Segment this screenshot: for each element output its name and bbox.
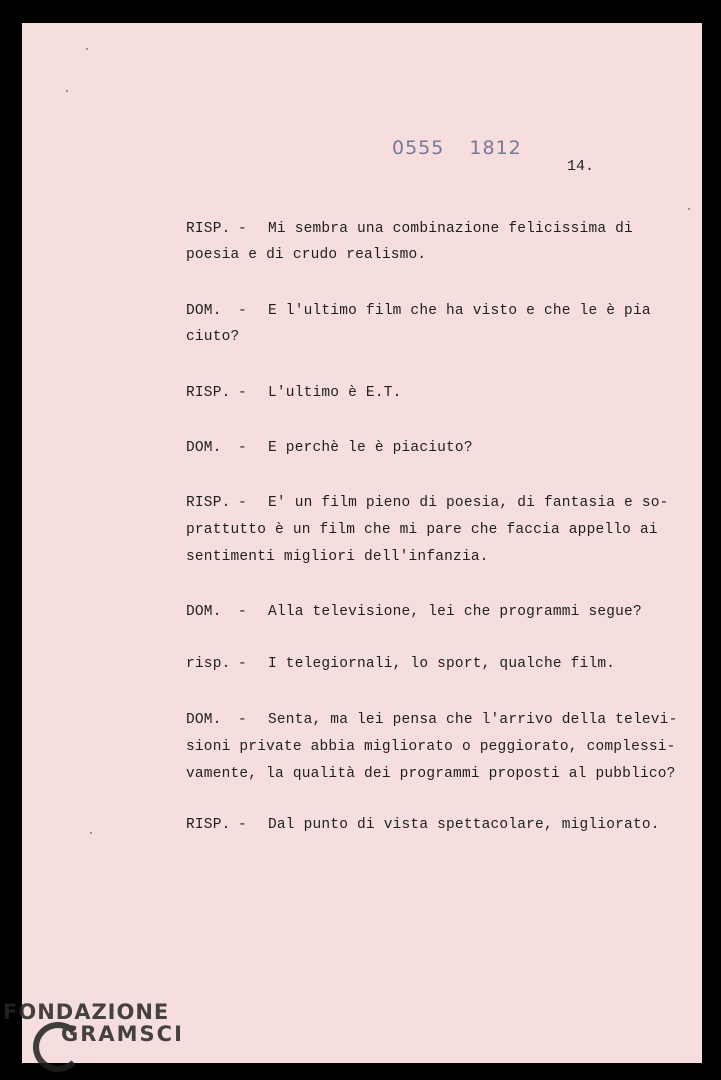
document-page (22, 23, 702, 1063)
transcript-line (186, 817, 660, 833)
speaker-label: RISP. (186, 817, 231, 833)
dash: - (238, 656, 247, 672)
line-text: Senta, ma lei pensa che l'arrivo della televi- (268, 712, 678, 728)
transcript-line: poesia e di crudo realismo. (186, 247, 427, 263)
dash: - (238, 385, 247, 401)
page-number: 14. (567, 158, 595, 175)
line-text: E' un film pieno di poesia, di fantasia e so- (268, 495, 669, 511)
transcript-line: sentimenti migliori dell'infanzia. (186, 549, 489, 565)
transcript-line (186, 495, 669, 511)
paper-speck (86, 48, 88, 50)
paper-speck (688, 208, 690, 210)
transcript-line (186, 604, 642, 620)
archive-stamp (392, 137, 522, 159)
transcript-line: vamente, la qualità dei programmi proposti al pubblico? (186, 766, 676, 782)
speaker-label: risp. (186, 656, 231, 672)
paper-speck (66, 90, 68, 92)
watermark-logo (3, 1000, 184, 1046)
line-text: L'ultimo è E.T. (268, 385, 402, 401)
dash: - (238, 440, 247, 456)
line-text: I telegiornali, lo sport, qualche film. (268, 656, 616, 672)
transcript-line (186, 303, 651, 319)
speaker-label: RISP. (186, 495, 231, 511)
transcript-line: sioni private abbia migliorato o peggiorato, complessi- (186, 739, 676, 755)
dash: - (238, 495, 247, 511)
transcript-line: ciuto? (186, 329, 240, 345)
transcript-line (186, 440, 473, 456)
dash: - (238, 221, 247, 237)
speaker-label: DOM. (186, 604, 222, 620)
speaker-label: RISP. (186, 221, 231, 237)
line-text: Dal punto di vista spettacolare, migliorato. (268, 817, 660, 833)
line-text: E l'ultimo film che ha visto e che le è pia (268, 303, 651, 319)
watermark-line-2: GRAMSCI (61, 1022, 184, 1046)
transcript-line: prattutto è un film che mi pare che faccia appello ai (186, 522, 658, 538)
dash: - (238, 604, 247, 620)
dash: - (238, 303, 247, 319)
line-text: Alla televisione, lei che programmi segue? (268, 604, 642, 620)
line-text: Mi sembra una combinazione felicissima di (268, 221, 633, 237)
stamp-number-2: 1812 (469, 137, 522, 159)
transcript-line (186, 712, 677, 728)
watermark-line-1: FONDAZIONE (3, 1000, 170, 1024)
speaker-label: DOM. (186, 303, 222, 319)
speaker-label: RISP. (186, 385, 231, 401)
dash: - (238, 712, 247, 728)
speaker-label: DOM. (186, 440, 222, 456)
stamp-number-1: 0555 (392, 137, 445, 159)
speaker-label: DOM. (186, 712, 222, 728)
transcript-line (186, 221, 633, 237)
line-text: E perchè le è piaciuto? (268, 440, 473, 456)
transcript-line (186, 385, 402, 401)
transcript-line (186, 656, 615, 672)
dash: - (238, 817, 247, 833)
paper-speck (90, 832, 92, 834)
gramsci-logo-icon (33, 1022, 83, 1072)
